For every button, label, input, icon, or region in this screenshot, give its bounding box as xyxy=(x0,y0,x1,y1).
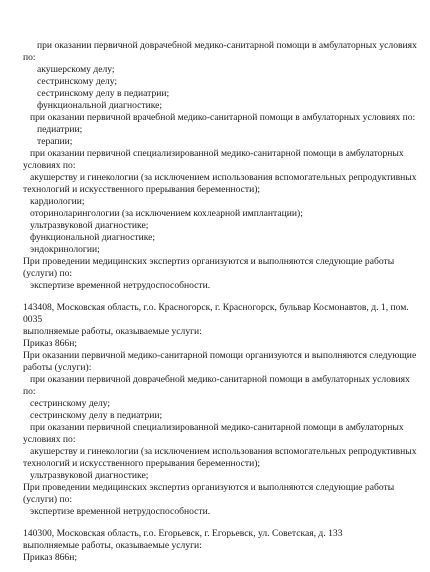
text-line: (услуги) по: xyxy=(23,268,73,279)
text-line: работы (услуги): xyxy=(23,362,92,373)
text-line: при оказании первичной доврачебной медико-санитарной помощи в амбулаторных условиях xyxy=(37,40,417,51)
address-line: 143408, Московская область, г.о. Красногорск, г. Красногорск, бульвар Космонавтов, д. 1, пом. xyxy=(23,302,409,313)
text-line: терапии; xyxy=(37,136,73,147)
text-line: экспертизе временной нетрудоспособности. xyxy=(30,506,211,517)
text-line: при оказании первичной доврачебной медико-санитарной помощи в амбулаторных условиях xyxy=(30,374,410,385)
address-line: 140300, Московская область, г.о. Егорьевск, г. Егорьевск, ул. Советская, д. 133 xyxy=(23,528,343,539)
text-line: выполняемые работы, оказываемые услуги: xyxy=(23,326,202,337)
text-line: При проведении медицинских экспертиз организуются и выполняются следующие работы xyxy=(23,256,395,267)
text-line: кардиологии; xyxy=(30,196,85,207)
text-line: по: xyxy=(23,52,36,63)
text-line: акушерскому делу; xyxy=(37,64,115,75)
text-line: ультразвуковой диагностике; xyxy=(30,470,149,481)
text-line: экспертизе временной нетрудоспособности. xyxy=(30,280,211,291)
text-line: выполняемые работы, оказываемые услуги: xyxy=(23,540,202,551)
text-line: акушерству и гинекологии (за исключением использования вспомогательных репродуктивных xyxy=(30,446,417,457)
text-line: акушерству и гинекологии (за исключением использования вспомогательных репродуктивных xyxy=(30,172,417,183)
text-line: по: xyxy=(23,386,36,397)
text-line: Приказ 866н; xyxy=(23,338,78,349)
text-line: сестринскому делу в педиатрии; xyxy=(37,88,170,99)
text-line: сестринскому делу в педиатрии; xyxy=(30,410,163,421)
text-line: ультразвуковой диагностике; xyxy=(30,220,149,231)
address-line: 0035 xyxy=(23,314,43,325)
text-line: При проведении медицинских экспертиз организуются и выполняются следующие работы xyxy=(23,482,395,493)
text-line: При оказании первичной медико-санитарной помощи организуются и выполняются следующие xyxy=(23,350,417,361)
text-line: эндокринологии; xyxy=(30,244,100,255)
text-line: педиатрии; xyxy=(37,124,83,135)
text-line: сестринскому делу; xyxy=(30,398,111,409)
text-line: функциональной диагностике; xyxy=(30,232,156,243)
text-line: технологий и искусственного прерывания беременности); xyxy=(23,458,261,469)
text-line: условиях по: xyxy=(23,434,76,445)
text-line: условиях по: xyxy=(23,160,76,171)
text-line: при оказании первичной специализированной медико-санитарной помощи в амбулаторных xyxy=(30,148,404,159)
text-line: при оказании первичной врачебной медико-санитарной помощи в амбулаторных условиях по: xyxy=(30,112,416,123)
text-line: сестринскому делу; xyxy=(37,76,118,87)
text-line: функциональной диагностике; xyxy=(37,100,163,111)
text-line: при оказании первичной специализированной медико-санитарной помощи в амбулаторных xyxy=(30,422,404,433)
text-line: оториноларингологии (за исключением кохлеарной имплантации); xyxy=(30,208,303,219)
text-line: технологий и искусственного прерывания беременности); xyxy=(23,184,261,195)
text-line: (услуги) по: xyxy=(23,494,73,505)
text-line: Приказ 866н; xyxy=(23,552,78,563)
